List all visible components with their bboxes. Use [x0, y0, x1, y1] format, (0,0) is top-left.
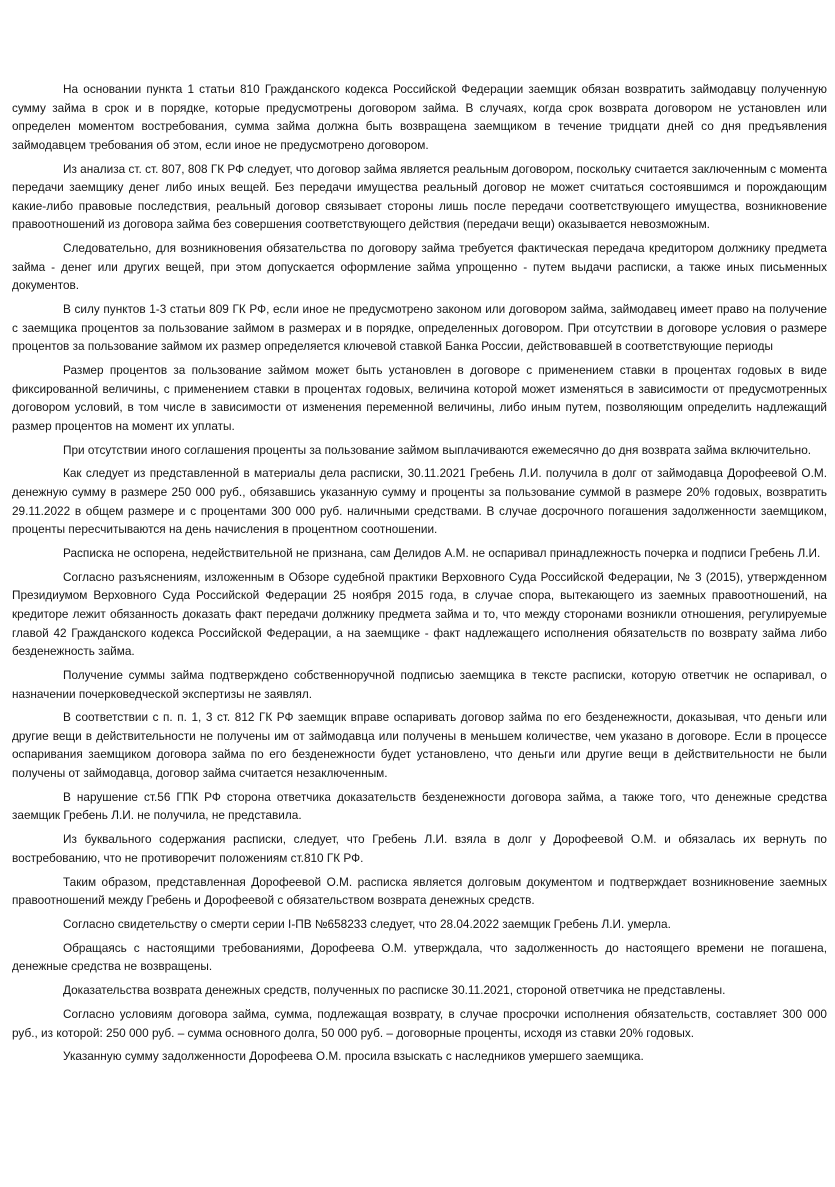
paragraph: Согласно разъяснениям, изложенным в Обзоре судебной практики Верховного Суда Российской Федерации, № 3 (2015), утвержденном Президиумом Верховного Суда Российской Федерации 25 ноября 2015 года, в случае спора, вытекающего из заемных правоотношений, на кредиторе лежит обязанность доказать факт передачи должнику предмета займа и то, что между сторонами возникли отношения, регулируемые главой 42 Гражданского кодекса Российской Федерации, а на заемщике - факт надлежащего исполнения обязательств по возврату займа либо безденежность займа. — [12, 569, 827, 659]
paragraph: Получение суммы займа подтверждено собственноручной подписью заемщика в тексте расписки, которую ответчик не оспаривал, о назначении почерковедческой экспертизы не заявлял. — [12, 667, 827, 701]
paragraph: На основании пункта 1 статьи 810 Гражданского кодекса Российской Федерации заемщик обязан возвратить займодавцу полученную сумму займа в срок и в порядке, которые предусмотрены договором займа. В случаях, когда срок возврата договором не установлен или определен моментом востребования, сумма займа должна быть возвращена заемщиком в течение тридцати дней со дня предъявления займодавцем требования об этом, если иное не предусмотрено договором. — [12, 82, 827, 152]
paragraph: Расписка не оспорена, недействительной не признана, сам Делидов А.М. не оспаривал принадлежность почерка и подписи Гребень Л.И. — [63, 545, 821, 560]
paragraph: Указанную сумму задолженности Дорофеева О.М. просила взыскать с наследников умершего заемщика. — [63, 1049, 644, 1064]
paragraph: В соответствии с п. п. 1, 3 ст. 812 ГК РФ заемщик вправе оспаривать договор займа по его безденежности, доказывая, что деньги или другие вещи в действительности не получены им от займодавца или получены в меньшем количестве, чем указано в договоре. Если в процессе оспаривания заемщиком договора займа по его безденежности будет установлено, что деньги или другие вещи в действительности не были получены от займодавца, договор займа считается незаключенным. — [12, 710, 827, 781]
paragraph: В силу пунктов 1-3 статьи 809 ГК РФ, если иное не предусмотрено законом или договором займа, займодавец имеет право на получение с заемщика процентов за пользование займом в размерах и в порядке, определенных договором. При отсутствии в договоре условия о размере процентов за пользование займом их размер определяется ключевой ставкой Банка России, действовавшей в соответствующие периоды — [12, 302, 827, 354]
paragraph: Из анализа ст. ст. 807, 808 ГК РФ следует, что договор займа является реальным договором, поскольку считается заключенным с момента передачи заемщику денег либо иных вещей. Без передачи имущества реальный договор не может считаться состоявшимся и порождающим какие-либо правовые последствия, реальный договор связывает стороны лишь после передачи соответствующего имущества, возникновение правоотношений из договора займа без совершения соответствующего действия (передачи вещи) оказывается невозможным. — [12, 161, 828, 232]
paragraph: Таким образом, представленная Дорофеевой О.М. расписка является долговым документом и подтверждает возникновение заемных правоотношений между Гребень и Дорофеевой с обязательством возврата денежных средств. — [12, 874, 827, 908]
paragraph: Обращаясь с настоящими требованиями, Дорофеева О.М. утверждала, что задолженность до настоящего времени не погашена, денежные средства не возвращены. — [12, 940, 827, 974]
paragraph: Из буквального содержания расписки, следует, что Гребень Л.И. взяла в долг у Дорофеевой О.М. и обязалась их вернуть по востребованию, что не противоречит положениям ст.810 ГК РФ. — [12, 832, 827, 865]
paragraph: Как следует из представленной в материалы дела расписки, 30.11.2021 Гребень Л.И. получила в долг от займодавца Дорофеевой О.М. денежную сумму в размере 250 000 руб., обязавшись указанную сумму и проценты за пользование суммой в размере 20% годовых, возвратить 29.11.2022 в общем размере и с процентами 300 000 руб. наличными средствами. В случае досрочного погашения задолженности заемщиком, проценты пересчитываются на день начисления в процентном соотношении. — [12, 466, 827, 537]
paragraph: Согласно свидетельству о смерти серии I-ПВ №658233 следует, что 28.04.2022 заемщик Гребень Л.И. умерла. — [63, 916, 671, 931]
paragraph: В нарушение ст.56 ГПК РФ сторона ответчика доказательств безденежности договора займа, а также того, что денежные средства заемщик Гребень Л.И. не получила, не представила. — [12, 789, 827, 823]
paragraph: Следовательно, для возникновения обязательства по договору займа требуется фактическая передача кредитором должнику предмета займа - денег или других вещей, при этом допускается оформление займа упрощенно - путем выдачи расписки, а также иных письменных документов. — [12, 241, 827, 293]
paragraph: Доказательства возврата денежных средств, полученных по расписке 30.11.2021, стороной ответчика не представлены. — [63, 983, 726, 998]
paragraph: Размер процентов за пользование займом может быть установлен в договоре с применением ставки в процентах годовых в виде фиксированной величины, с применением ставки в процентах годовых, величина которой может изменяться в зависимости от предусмотренных договором условий, в том числе в зависимости от изменения переменной величины, либо иным путем, позволяющим определить надлежащий размер процентов на момент их уплаты. — [12, 363, 827, 433]
paragraph: При отсутствии иного соглашения проценты за пользование займом выплачиваются ежемесячно до дня возврата займа включительно. — [63, 442, 812, 457]
paragraph: Согласно условиям договора займа, сумма, подлежащая возврату, в случае просрочки исполнения обязательств, составляет 300 000 руб., из которой: 250 000 руб. – сумма основного долга, 50 000 руб. – договорные проценты, исходя из ставки 20% годовых. — [12, 1006, 827, 1040]
